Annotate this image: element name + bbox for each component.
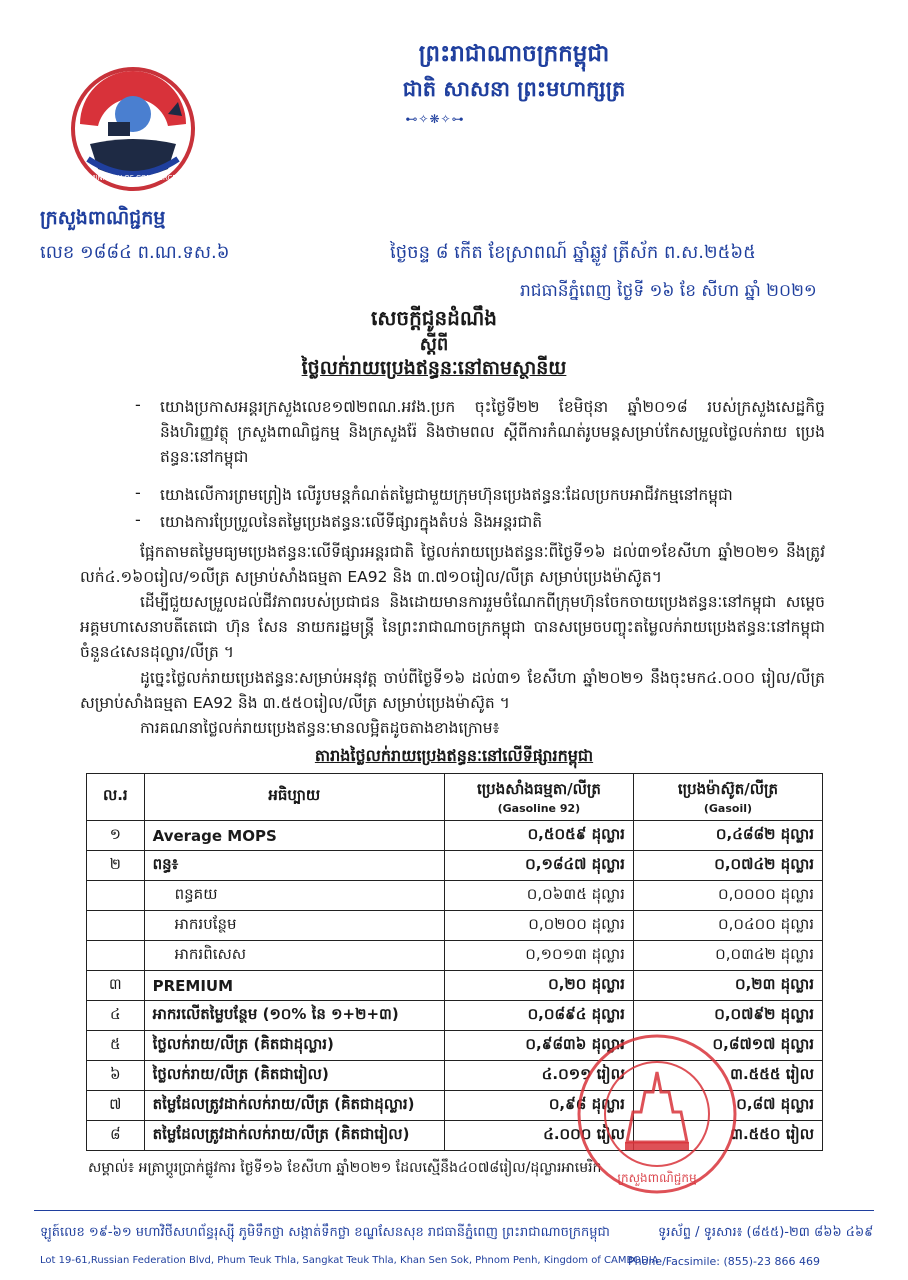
row-diesel-value: ០,៨៧ ដុល្លារ [633, 1091, 822, 1121]
paragraph-2: ដើម្បីជួយសម្រួលដល់ជីវភាពរបស់ប្រជាជន និងដោយមានការរួមចំណែកពីក្រុមហ៊ុនចែកចាយប្រេងឥន្ធនៈនៅកម្ពុជា សម្តេចអគ្គមហាសេនាបតីតេជោ ហ៊ុន សែន នាយករដ្ឋមន្ត្រី នៃព្រះរាជាណាចក្រកម្ពុជា បានសម្រេចបញ្ចុះតម្លៃលក់រាយប្រេងឥន្ធនៈនៅកម្ពុជា ចំនួន៤សេនដុល្លារ/លីត្រ ។ [80, 593, 825, 661]
row-description: ពន្ធ៖ [144, 851, 444, 881]
table-header-row [87, 774, 823, 821]
bullet-marker: - [135, 483, 141, 502]
row-diesel-value: ០,០៧៩២ ដុល្លារ [633, 1001, 822, 1031]
row-gasoline-value: ០,១០១៣ ដុល្លារ [444, 941, 633, 971]
logo-text: MINISTRY OF COMMERCE [89, 174, 177, 182]
table-title: តារាងថ្លៃលក់រាយប្រេងឥន្ធនៈនៅលើទីផ្សារកម្ពុជា [314, 746, 594, 765]
table-row [87, 911, 823, 941]
ornament-divider: ⊷✧❋✧⊶ [405, 112, 465, 126]
row-gasoline-value: ០,០៨៩៤ ដុល្លារ [444, 1001, 633, 1031]
footer-address-khmer: ឡូត៍លេខ ១៩-៦១ មហាវិថីសហព័ន្ធរុស្ស៊ី ភូមិទឹកថ្លា សង្កាត់ទឹកថ្លា ខណ្ឌសែនសុខ រាជធានីភ្នំពេញ ព្រះរាជាណាចក្រកម្ពុជា [40, 1225, 610, 1240]
reference-bullet-1: យោងប្រកាសអន្តរក្រសួងលេខ១៧២ពណ.អវង.ប្រក ចុះថ្ងៃទី២២ ខែមិថុនា ឆ្នាំ២០១៨ របស់ក្រសួងសេដ្ឋកិច្ច និងហិរញ្ញវត្ថុ ក្រសួងពាណិជ្ជកម្ម និងក្រសួងរ៉ែ និងថាមពល ស្តីពីការកំណត់រូបមន្តសម្រាប់កែសម្រួលថ្លៃលក់រាយ ប្រេងឥន្ធនៈនៅកម្ពុជា [160, 398, 825, 466]
row-description: ថ្លៃលក់រាយ/លីត្រ (គិតជាដុល្លារ) [144, 1031, 444, 1061]
row-gasoline-value: ០,០២០០ ដុល្លារ [444, 911, 633, 941]
document-subject: ថ្លៃលក់រាយប្រេងឥន្ធនៈនៅតាមស្ថានីយ [301, 357, 567, 379]
row-gasoline-value: ៤.០១១ រៀល [444, 1061, 633, 1091]
header-description: អធិប្បាយ [144, 774, 444, 821]
row-gasoline-value: ៤.០០០ រៀល [444, 1121, 633, 1151]
row-number [87, 911, 145, 941]
row-diesel-value: ៣.៥៥០ រៀល [633, 1121, 822, 1151]
header-no: ល.រ [87, 774, 145, 821]
document-about: ស្តីពី [419, 334, 449, 355]
header-gasoline [444, 774, 633, 821]
paragraph-1: ផ្អែកតាមតម្លៃមធ្យមប្រេងឥន្ធនៈលើទីផ្សារអន្តរជាតិ ថ្លៃលក់រាយប្រេងឥន្ធនៈពីថ្ងៃទី១៦ ដល់៣១ខែសីហា ឆ្នាំ២០២១ នឹងត្រូវលក់៤.១៦០រៀល/១លីត្រ សម្រាប់សាំងធម្មតា EA92 និង ៣.៧១០រៀល/លីត្រ សម្រាប់ប្រេងម៉ាស៊ូត។ [80, 543, 825, 586]
row-gasoline-value: ០,៥០៥៩ ដុល្លារ [444, 821, 633, 851]
row-diesel-value: ០,០៣៤២ ដុល្លារ [633, 941, 822, 971]
row-description: Average MOPS [144, 821, 444, 851]
footer-phone-english: Phone/Facsimile: (855)-23 866 469 [628, 1255, 821, 1268]
row-description: អាករបន្ថែម [144, 911, 444, 941]
header-gasoline-label: ប្រេងសាំងធម្មតា/លីត្រ [476, 779, 601, 798]
table-row [87, 1001, 823, 1031]
row-gasoline-value: ០,៩៨៣៦ ដុល្លារ [444, 1031, 633, 1061]
kingdom-header: ព្រះរាជាណាចក្រកម្ពុជា [418, 41, 610, 67]
lunar-date: ថ្ងៃចន្ទ ៨ កើត ខែស្រាពណ៍ ឆ្នាំឆ្លូវ ត្រីស័ក ព.ស.២៥៦៥ [390, 242, 756, 263]
footer-address-english: Lot 19-61,Russian Federation Blvd, Phum Teuk Thla, Sangkat Teuk Thla, Khan Sen Sok, Phnom Penh, Kingdom of CAMBODIA [40, 1255, 659, 1266]
row-description: អាករពិសេស [144, 941, 444, 971]
row-diesel-value: ០,៨៧១៧ ដុល្លារ [633, 1031, 822, 1061]
row-diesel-value: ៣.៥៥៥ រៀល [633, 1061, 822, 1091]
row-number: ៧ [87, 1091, 145, 1121]
row-diesel-value: ០,០៤០០ ដុល្លារ [633, 911, 822, 941]
row-number: ១ [87, 821, 145, 851]
header-diesel-sub: (Gasoil) [703, 801, 753, 815]
paragraph-3: ដូច្នេះថ្លៃលក់រាយប្រេងឥន្ធនៈសម្រាប់អនុវត្ត ចាប់ពីថ្ងៃទី១៦ ដល់៣១ ខែសីហា ឆ្នាំ២០២១ នឹងចុះមក៤.០០០ រៀល/លីត្រ សម្រាប់សាំងធម្មតា EA92 និង ៣.៥៥០រៀល/លីត្រ សម្រាប់ប្រេងម៉ាស៊ូត ។ [80, 669, 825, 712]
temple-icon [627, 1072, 687, 1142]
row-gasoline-value: ០,២០ ដុល្លារ [444, 971, 633, 1001]
row-number: ៤ [87, 1001, 145, 1031]
exchange-rate-note: សម្គាល់៖ អត្រាប្តូរប្រាក់ផ្លូវការ ថ្ងៃទី១៦ ខែសីហា ឆ្នាំ២០២១ ដែលស្មើនឹង៤០៧៨រៀល/ដុល្លារអាមេរិក [88, 1160, 602, 1176]
row-number [87, 941, 145, 971]
bullet-marker: - [135, 510, 141, 529]
paragraph-4: ការគណនាថ្លៃលក់រាយប្រេងឥន្ធនៈមានលម្អិតដូចតាងខាងក្រោម៖ [140, 719, 500, 737]
row-diesel-value: ០,០៧៤២ ដុល្លារ [633, 851, 822, 881]
national-motto: ជាតិ សាសនា ព្រះមហាក្សត្រ [402, 77, 626, 101]
date-line: រាជធានីភ្នំពេញ ថ្ងៃទី ១៦ ខែ សីហា ឆ្នាំ ២០២១ [520, 281, 817, 301]
header-diesel [633, 774, 822, 821]
header-diesel-label: ប្រេងម៉ាស៊ូត/លីត្រ [677, 779, 779, 798]
footer-divider [34, 1210, 874, 1211]
row-description: ថ្លៃលក់រាយ/លីត្រ (គិតជារៀល) [144, 1061, 444, 1091]
bullet-marker: - [135, 395, 141, 414]
reference-bullet-3: យោងការប្រែប្រួលនៃតម្លៃប្រេងឥន្ធនៈលើទីផ្សារក្នុងតំបន់ និងអន្តរជាតិ [160, 513, 543, 531]
row-number [87, 881, 145, 911]
row-diesel-value: ០,៤៨៨២ ដុល្លារ [633, 821, 822, 851]
table-row [87, 971, 823, 1001]
row-description: ពន្ធគយ [144, 881, 444, 911]
row-gasoline-value: ០,១៨៤៧ ដុល្លារ [444, 851, 633, 881]
document-title: សេចក្តីជូនដំណឹង [371, 306, 497, 330]
row-gasoline-value: ០,៩៨ ដុល្លារ [444, 1091, 633, 1121]
header-gasoline-sub: (Gasoline 92) [497, 801, 581, 815]
ministry-logo [68, 64, 198, 194]
row-number: ៥ [87, 1031, 145, 1061]
footer-phone-khmer: ទូរស័ព្ទ / ទូរសារ៖ (៨៥៥)-២៣ ៨៦៦ ៤៦៩ [658, 1225, 874, 1240]
row-number: ៣ [87, 971, 145, 1001]
row-description: អាករលើតម្លៃបន្ថែម (១០% នៃ ១+២+៣) [144, 1001, 444, 1031]
row-number: ២ [87, 851, 145, 881]
row-number: ៨ [87, 1121, 145, 1151]
reference-bullet-2: យោងលើការព្រមព្រៀង លើរូបមន្តកំណត់តម្លៃជាមួយក្រុមហ៊ុនប្រេងឥន្ធនៈដែលប្រកបអាជីវកម្មនៅកម្ពុជា [160, 486, 733, 504]
row-diesel-value: ០,០០០០ ដុល្លារ [633, 881, 822, 911]
ministry-name: ក្រសួងពាណិជ្ជកម្ម [40, 207, 166, 229]
official-stamp [575, 1032, 740, 1197]
reference-number: លេខ ១៨៨៤ ព.ណ.ទស.៦ [40, 242, 230, 263]
table-row [87, 851, 823, 881]
row-description: តម្លៃដែលត្រូវដាក់លក់រាយ/លីត្រ (គិតជារៀល) [144, 1121, 444, 1151]
row-gasoline-value: ០,០៦៣៥ ដុល្លារ [444, 881, 633, 911]
table-row [87, 881, 823, 911]
row-diesel-value: ០,២៣ ដុល្លារ [633, 971, 822, 1001]
ship-icon [90, 139, 176, 177]
stamp-text: ក្រសួងពាណិជ្ជកម្ម [617, 1171, 697, 1185]
row-description: PREMIUM [144, 971, 444, 1001]
row-number: ៦ [87, 1061, 145, 1091]
table-row [87, 821, 823, 851]
table-row [87, 941, 823, 971]
row-description: តម្លៃដែលត្រូវដាក់លក់រាយ/លីត្រ (គិតជាដុល្លារ) [144, 1091, 444, 1121]
